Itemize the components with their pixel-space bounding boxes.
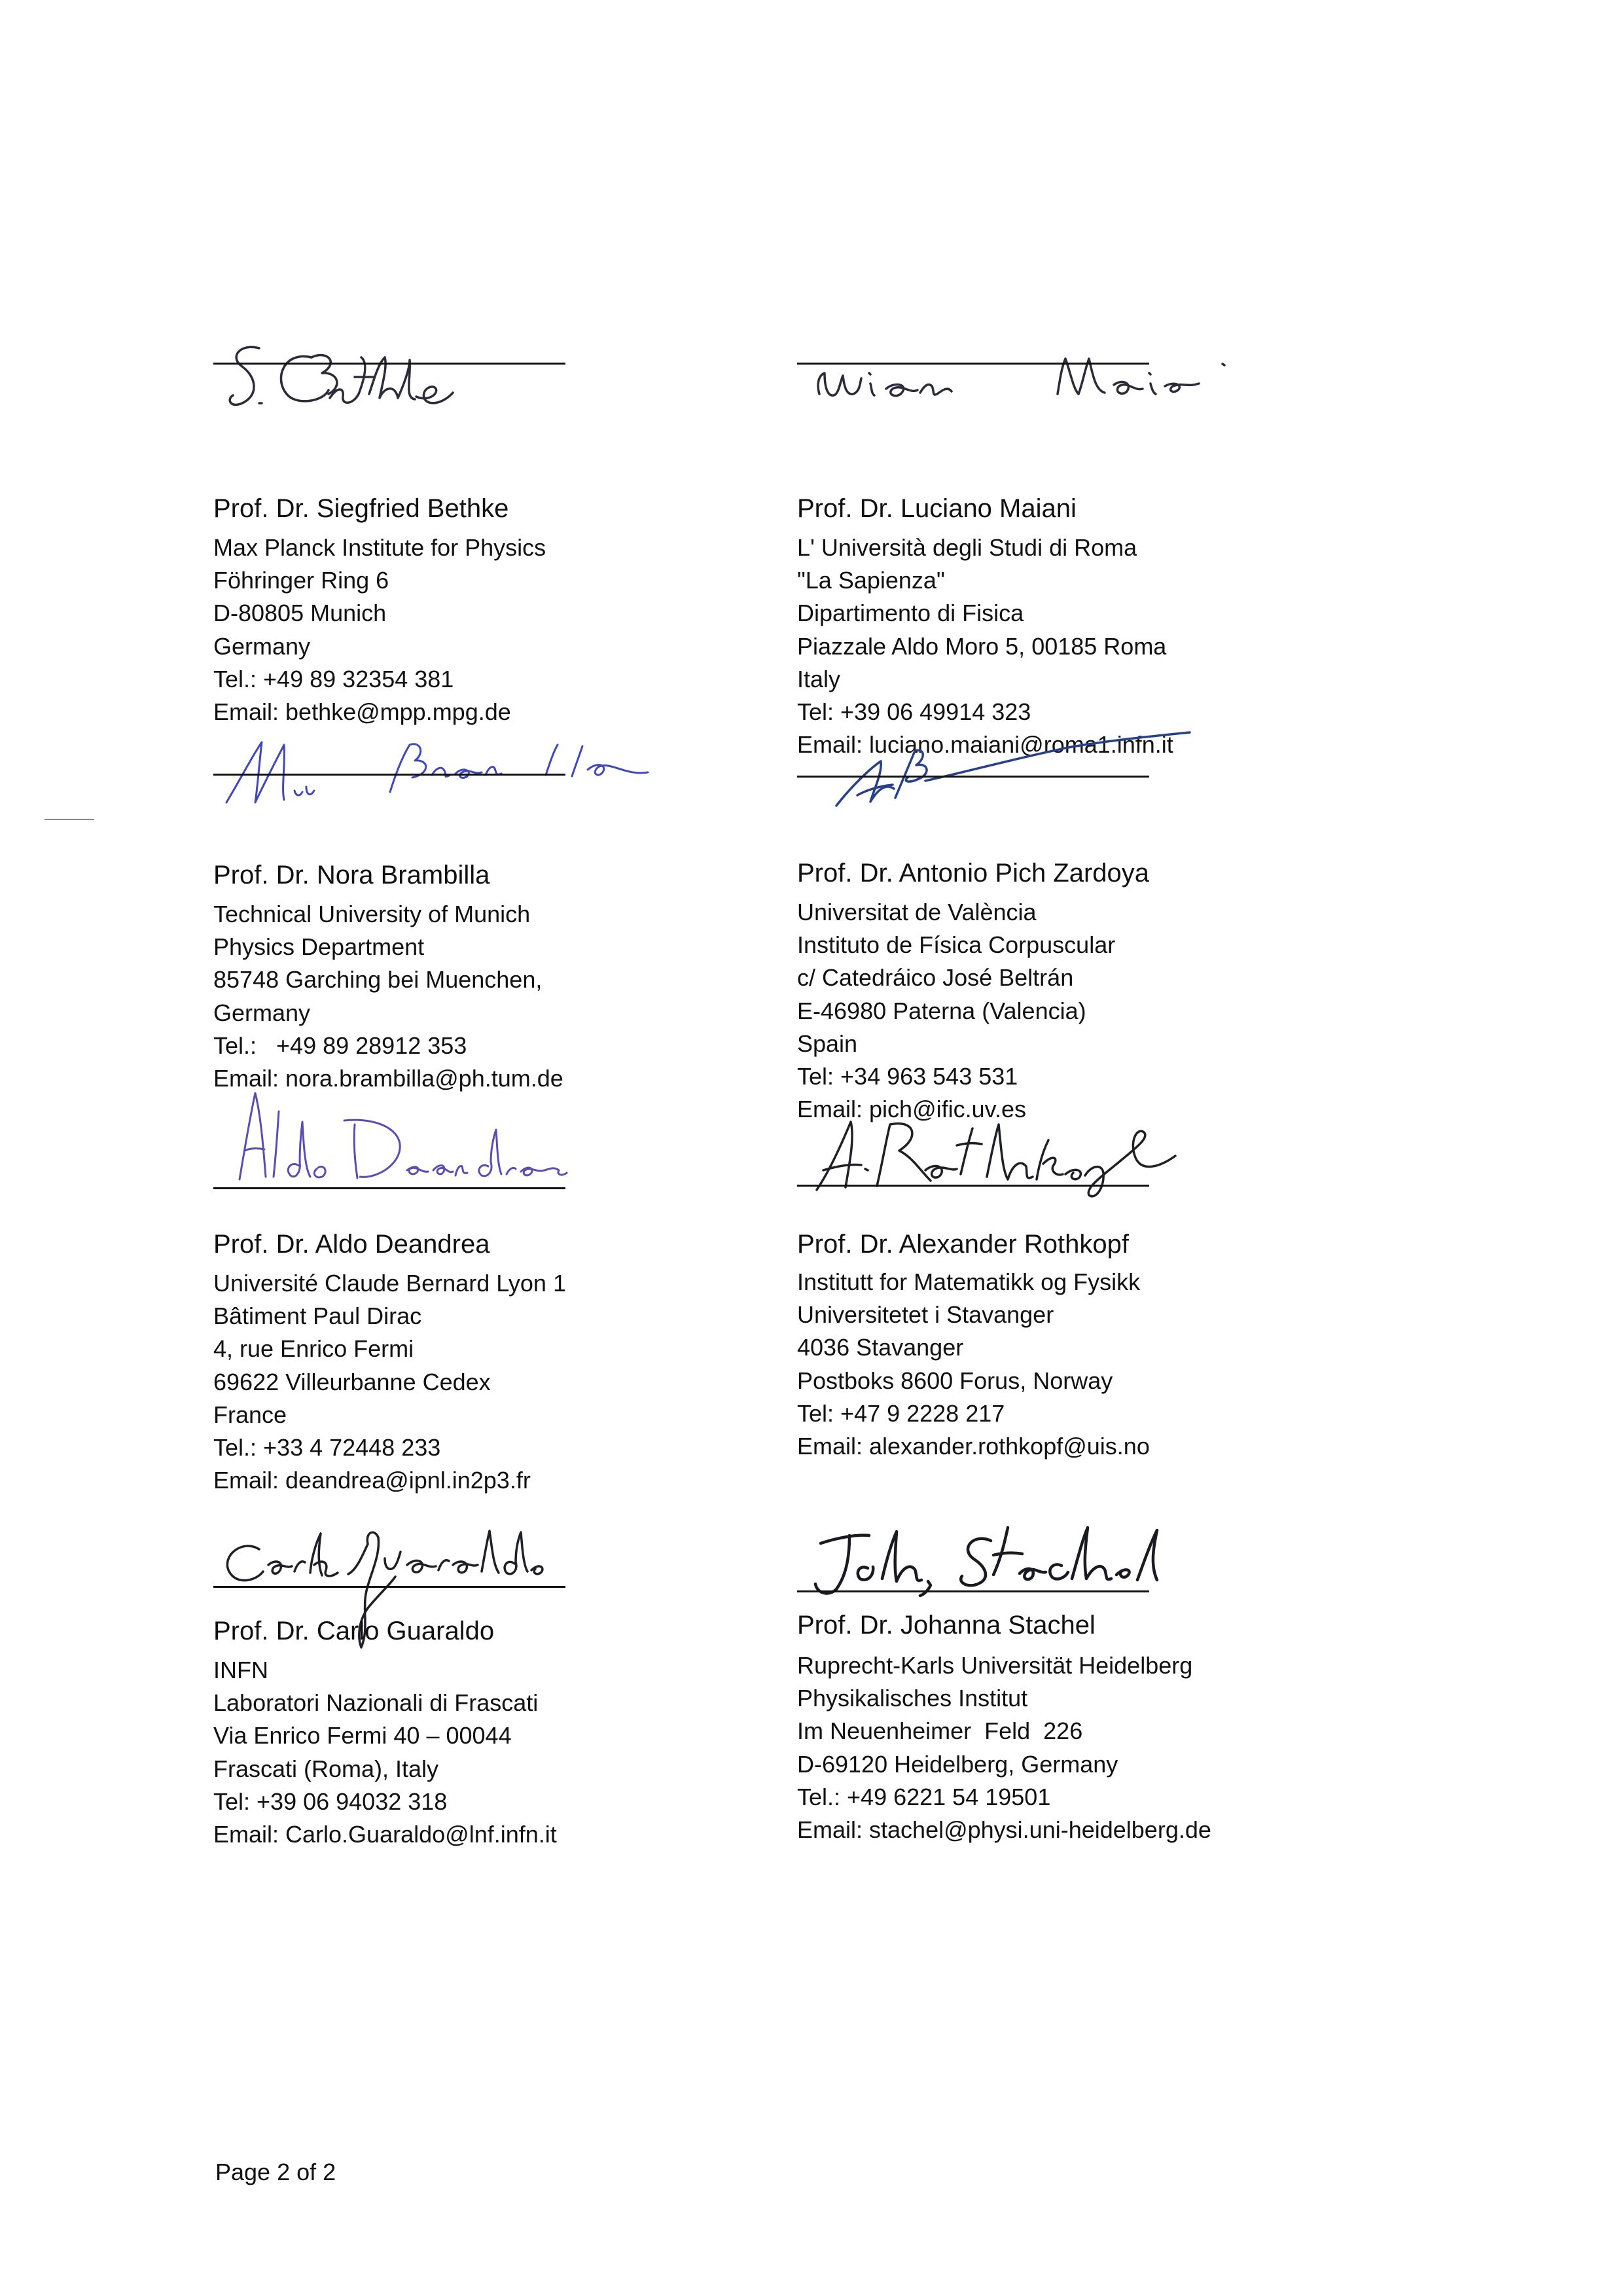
signature-maiani bbox=[797, 326, 1294, 476]
address-line: Piazzale Aldo Moro 5, 00185 Roma bbox=[797, 632, 1167, 660]
address-line: Via Enrico Fermi 40 – 00044 bbox=[213, 1722, 512, 1749]
address-line: Tel.: +49 6221 54 19501 bbox=[797, 1783, 1051, 1810]
address-line: D-69120 Heidelberg, Germany bbox=[797, 1750, 1118, 1778]
address-line: Ruprecht-Karls Universität Heidelberg bbox=[797, 1652, 1193, 1679]
address-line: Föhringer Ring 6 bbox=[213, 567, 389, 594]
address-line: Tel: +39 06 49914 323 bbox=[797, 698, 1031, 725]
address-line: E-46980 Paterna (Valencia) bbox=[797, 997, 1086, 1024]
address-line: France bbox=[213, 1401, 287, 1428]
address-line: Universitetet i Stavanger bbox=[797, 1301, 1054, 1329]
signatory-name: Prof. Dr. Luciano Maiani bbox=[797, 494, 1077, 523]
signature-line bbox=[797, 776, 1149, 778]
address-line: Frascati (Roma), Italy bbox=[213, 1755, 439, 1782]
signature-deandrea bbox=[213, 1062, 711, 1212]
signatory-name: Prof. Dr. Nora Brambilla bbox=[213, 861, 490, 889]
signature-stachel bbox=[797, 1457, 1294, 1607]
signature-line bbox=[797, 1590, 1149, 1592]
address-line: c/ Catedráico José Beltrán bbox=[797, 964, 1074, 992]
address-line: Email: Carlo.Guaraldo@lnf.infn.it bbox=[213, 1820, 557, 1848]
signature-area bbox=[797, 326, 1294, 476]
address-line: Email: alexander.rothkopf@uis.no bbox=[797, 1432, 1150, 1460]
address-line: Physics Department bbox=[213, 933, 425, 961]
signature-line bbox=[213, 1187, 565, 1189]
address-line: Tel.: +49 89 28912 353 bbox=[213, 1031, 467, 1059]
address-line: Physikalisches Institut bbox=[797, 1685, 1028, 1712]
signatory-name: Prof. Dr. Siegfried Bethke bbox=[213, 494, 509, 523]
address-line: Email: deandrea@ipnl.in2p3.fr bbox=[213, 1467, 531, 1494]
address-line: Email: nora.brambilla@ph.tum.de bbox=[213, 1064, 563, 1092]
signature-line bbox=[213, 1586, 565, 1588]
address-line: Dipartimento di Fisica bbox=[797, 600, 1024, 627]
signature-line bbox=[213, 774, 565, 776]
address-line: Email: bethke@mpp.mpg.de bbox=[213, 698, 511, 725]
address-line: "La Sapienza" bbox=[797, 567, 945, 594]
signature-area bbox=[797, 1457, 1294, 1607]
address-line: Spain bbox=[797, 1030, 858, 1057]
address-line: Tel.: +33 4 72448 233 bbox=[213, 1433, 441, 1461]
signature-area bbox=[797, 691, 1294, 841]
address-line: Tel.: +49 89 32354 381 bbox=[213, 665, 454, 692]
signature-brambilla bbox=[213, 692, 711, 843]
address-line: D-80805 Munich bbox=[213, 600, 387, 627]
address-line: Universitat de València bbox=[797, 899, 1037, 925]
signature-bethke bbox=[213, 326, 711, 476]
address-line: Germany bbox=[213, 999, 311, 1026]
signatory-name: Prof. Dr. Antonio Pich Zardoya bbox=[797, 859, 1150, 888]
signature-area bbox=[213, 326, 711, 476]
signature-area bbox=[213, 692, 711, 843]
address-line: Laboratori Nazionali di Frascati bbox=[213, 1689, 539, 1717]
address-line: Bâtiment Paul Dirac bbox=[213, 1302, 422, 1330]
signature-area bbox=[213, 1062, 711, 1212]
address-line: Email: stachel@physi.uni-heidelberg.de bbox=[797, 1816, 1211, 1843]
address-line: L' Università degli Studi di Roma bbox=[797, 534, 1137, 561]
address-line: Postboks 8600 Forus, Norway bbox=[797, 1367, 1113, 1394]
address-lines bbox=[797, 1266, 1150, 1463]
signatory-name: Prof. Dr. Johanna Stachel bbox=[797, 1611, 1096, 1640]
margin-mark bbox=[45, 819, 94, 820]
signatory-name: Prof. Dr. Alexander Rothkopf bbox=[797, 1230, 1129, 1259]
address-line: Tel: +34 963 543 531 bbox=[797, 1062, 1018, 1090]
address-line: 69622 Villeurbanne Cedex bbox=[213, 1368, 491, 1395]
signature-line bbox=[213, 363, 565, 365]
signature-line bbox=[797, 1185, 1149, 1187]
address-line: Email: luciano.maiani@roma1.infn.it bbox=[797, 731, 1173, 759]
address-line: Tel: +47 9 2228 217 bbox=[797, 1399, 1005, 1427]
signature-area bbox=[213, 1460, 711, 1611]
address-line: Tel: +39 06 94032 318 bbox=[213, 1787, 448, 1815]
address-line: Technical University of Munich bbox=[213, 901, 531, 927]
address-lines bbox=[797, 1649, 1211, 1846]
page-number: Page 2 of 2 bbox=[215, 2159, 336, 2185]
address-line: Université Claude Bernard Lyon 1 bbox=[213, 1270, 566, 1297]
address-line: Italy bbox=[797, 665, 841, 692]
address-line: Instituto de Física Corpuscular bbox=[797, 931, 1116, 959]
signature-area bbox=[797, 1059, 1294, 1210]
address-line: Email: pich@ific.uv.es bbox=[797, 1096, 1026, 1123]
signature-line bbox=[797, 363, 1149, 365]
address-line: Im Neuenheimer Feld 226 bbox=[797, 1717, 1083, 1745]
address-line: 85748 Garching bei Muenchen, bbox=[213, 966, 543, 994]
signatory-name: Prof. Dr. Carlo Guaraldo bbox=[213, 1617, 495, 1645]
address-line: 4036 Stavanger bbox=[797, 1334, 964, 1361]
address-line: Institutt for Matematikk og Fysikk bbox=[797, 1268, 1141, 1295]
signatory-name: Prof. Dr. Aldo Deandrea bbox=[213, 1230, 490, 1259]
address-line: Germany bbox=[213, 632, 311, 660]
address-line: INFN bbox=[213, 1657, 268, 1683]
signature-rothkopf bbox=[797, 1059, 1294, 1210]
address-line: Max Planck Institute for Physics bbox=[213, 534, 546, 561]
address-line: 4, rue Enrico Fermi bbox=[213, 1335, 414, 1363]
signature-pich bbox=[797, 691, 1294, 841]
address-lines bbox=[213, 1654, 557, 1851]
